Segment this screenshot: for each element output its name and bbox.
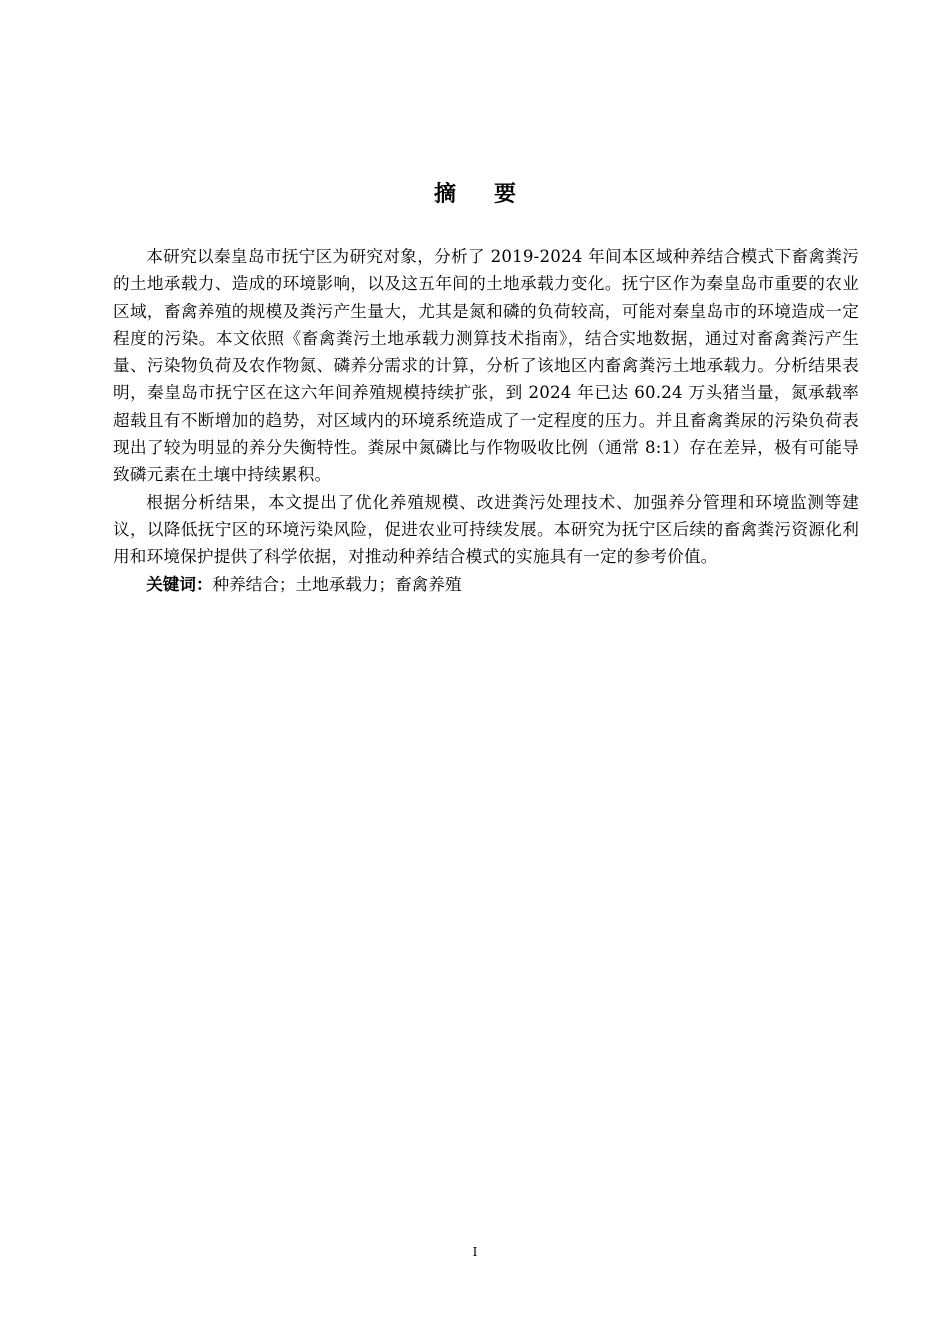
keywords-line [113, 571, 859, 598]
abstract-title: 摘要 [433, 182, 554, 207]
abstract-paragraph-1: 本研究以秦皇岛市抚宁区为研究对象，分析了 2019-2024 年间本区域种养结合模式下畜禽粪污的土地承载力、造成的环境影响，以及这五年间的土地承载力变化。抚宁区作为秦皇岛市重要的农业区域，畜禽养殖的规模及粪污产生量大，尤其是氮和磷的负荷较高，可能对秦皇岛市的环境造成一定程度的污染。本文依照《畜禽粪污土地承载力测算技术指南》，结合实地数据，通过对畜禽粪污产生量、污染物负荷及农作物氮、磷养分需求的计算，分析了该地区内畜禽粪污土地承载力。分析结果表明，秦皇岛市抚宁区在这六年间养殖规模持续扩张，到 2024 年已达 60.24 万头猪当量，氮承载率超载且有不断增加的趋势，对区域内的环境系统造成了一定程度的压力。并且畜禽粪尿的污染负荷表现出了较为明显的养分失衡特性。粪尿中氮磷比与作物吸收比例（通常 8:1）存在差异，极有可能导致磷元素在土壤中持续累积。 [113, 247, 859, 485]
abstract-paragraph-2: 根据分析结果，本文提出了优化养殖规模、改进粪污处理技术、加强养分管理和环境监测等建议，以降低抚宁区的环境污染风险，促进农业可持续发展。本研究为抚宁区后续的畜禽粪污资源化利用和环境保护提供了科学依据，对推动种养结合模式的实施具有一定的参考价值。 [113, 492, 859, 567]
keywords-label: 关键词： [146, 574, 213, 594]
page-number: I [472, 1245, 478, 1259]
keywords-text: 种养结合；土地承载力；畜禽养殖 [212, 574, 462, 594]
abstract-body [113, 243, 859, 598]
